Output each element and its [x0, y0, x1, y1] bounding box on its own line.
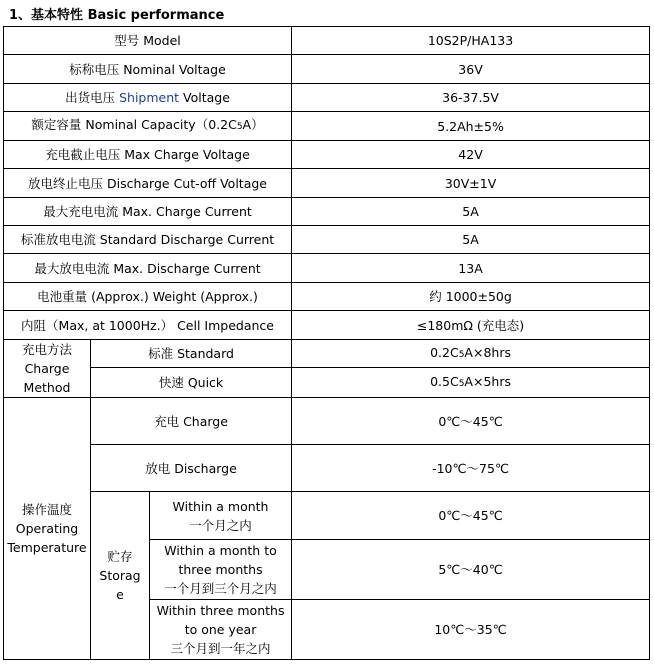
- charge-quick-value-sub: 5: [458, 378, 465, 389]
- charge-standard-label: 标准 Standard: [91, 340, 292, 368]
- shipment-voltage-label-rest: Voltage: [183, 90, 230, 105]
- storage-three-months-value: 5℃～40℃: [292, 540, 650, 600]
- storage-year-line1: Within three months: [156, 603, 285, 618]
- table-row-max-charge-current: [4, 198, 650, 226]
- model-label: 型号 Model: [4, 27, 292, 55]
- table-row-nominal-voltage: [4, 55, 650, 84]
- charge-quick-value-post: A×5hrs: [464, 373, 511, 389]
- temp-charge-value: 0℃～45℃: [292, 398, 650, 445]
- section-heading: 1、基本特性 Basic performance: [9, 8, 225, 23]
- storage-month-line2: 一个月之内: [189, 517, 252, 533]
- table-row-temp-discharge: [4, 445, 650, 492]
- nominal-capacity-label-sub: 5: [236, 122, 243, 132]
- table-row-temp-charge: [4, 398, 650, 445]
- storage-three-months-line2: three months: [178, 562, 263, 577]
- table-row-discharge-cutoff: [4, 169, 650, 198]
- charge-quick-value: [292, 368, 650, 398]
- operating-temp-label-en2: Temperature: [7, 540, 87, 555]
- storage-label-en1: Storag: [99, 568, 141, 583]
- storage-year-label: [150, 600, 292, 660]
- temp-charge-label: 充电 Charge: [91, 398, 292, 445]
- table-row-model: [4, 27, 650, 55]
- max-charge-current-label: 最大充电电流 Max. Charge Current: [4, 198, 292, 226]
- operating-temp-label-en1: Operating: [15, 521, 79, 536]
- charge-method-label-en1: Charge: [24, 361, 70, 376]
- charge-standard-value-sub: 5: [458, 349, 465, 360]
- charge-method-label-cn: 充电方法: [21, 342, 72, 357]
- charge-quick-value-pre: 0.5C: [430, 373, 459, 389]
- storage-month-value: 0℃～45℃: [292, 492, 650, 540]
- storage-three-months-line1: Within a month to: [164, 543, 277, 558]
- table-row-weight: [4, 283, 650, 311]
- table-row-max-charge-voltage: [4, 141, 650, 169]
- nominal-capacity-value: 5.2Ah±5%: [292, 112, 650, 141]
- storage-three-months-line3: 一个月到三个月之内: [164, 581, 277, 596]
- storage-year-line3: 三个月到一年之内: [170, 641, 271, 656]
- charge-standard-value-pre: 0.2C: [430, 344, 459, 360]
- table-row-max-discharge-current: [4, 254, 650, 283]
- std-discharge-current-label: 标准放电电流 Standard Discharge Current: [4, 226, 292, 254]
- charge-method-label: [4, 340, 91, 398]
- storage-label-cn: 贮存: [107, 549, 133, 564]
- operating-temp-label: [4, 398, 91, 660]
- storage-label: [91, 492, 150, 660]
- charge-standard-value: [292, 340, 650, 368]
- table-row-storage-month: [4, 492, 650, 540]
- discharge-cutoff-label: 放电终止电压 Discharge Cut-off Voltage: [4, 169, 292, 198]
- model-value: 10S2P/HA133: [292, 27, 650, 55]
- weight-label: 电池重量 (Approx.) Weight (Approx.): [4, 283, 292, 311]
- max-discharge-current-value: 13A: [292, 254, 650, 283]
- temp-discharge-label: 放电 Discharge: [91, 445, 292, 492]
- shipment-voltage-value: 36-37.5V: [292, 84, 650, 112]
- impedance-value: ≤180mΩ (充电态): [292, 311, 650, 340]
- max-charge-voltage-value: 42V: [292, 141, 650, 169]
- nominal-voltage-label: 标称电压 Nominal Voltage: [4, 55, 292, 84]
- charge-method-label-en2: Method: [23, 380, 71, 395]
- storage-month-label: [150, 492, 292, 540]
- nominal-capacity-label-post: A）: [242, 117, 264, 132]
- storage-year-line2: to one year: [184, 622, 257, 637]
- weight-value: 约 1000±50g: [292, 283, 650, 311]
- max-charge-current-value: 5A: [292, 198, 650, 226]
- storage-month-line1: Within a month: [172, 498, 269, 514]
- max-discharge-current-label: 最大放电电流 Max. Discharge Current: [4, 254, 292, 283]
- nominal-capacity-label-pre: 额定容量 Nominal Capacity（0.2C: [31, 117, 237, 132]
- table-row-nominal-capacity: [4, 112, 650, 141]
- nominal-voltage-value: 36V: [292, 55, 650, 84]
- storage-three-months-label: [150, 540, 292, 600]
- impedance-label: 内阻（Max, at 1000Hz.） Cell Impedance: [4, 311, 292, 340]
- std-discharge-current-value: 5A: [292, 226, 650, 254]
- charge-standard-value-post: A×8hrs: [464, 344, 511, 360]
- table-row-std-discharge-current: [4, 226, 650, 254]
- shipment-voltage-label-en: Shipment: [119, 90, 180, 105]
- operating-temp-label-cn: 操作温度: [21, 502, 72, 517]
- table-row-charge-quick: [4, 368, 650, 398]
- basic-performance-table: [3, 26, 650, 660]
- shipment-voltage-label: [4, 84, 292, 112]
- charge-quick-label: 快速 Quick: [91, 368, 292, 398]
- nominal-capacity-label: [4, 112, 292, 141]
- storage-year-value: 10℃～35℃: [292, 600, 650, 660]
- temp-discharge-value: -10℃～75℃: [292, 445, 650, 492]
- discharge-cutoff-value: 30V±1V: [292, 169, 650, 198]
- table-row-shipment-voltage: [4, 84, 650, 112]
- table-row-impedance: [4, 311, 650, 340]
- shipment-voltage-label-cn: 出货电压: [65, 90, 116, 105]
- max-charge-voltage-label: 充电截止电压 Max Charge Voltage: [4, 141, 292, 169]
- storage-label-en2: e: [116, 587, 124, 602]
- table-row-charge-standard: [4, 340, 650, 368]
